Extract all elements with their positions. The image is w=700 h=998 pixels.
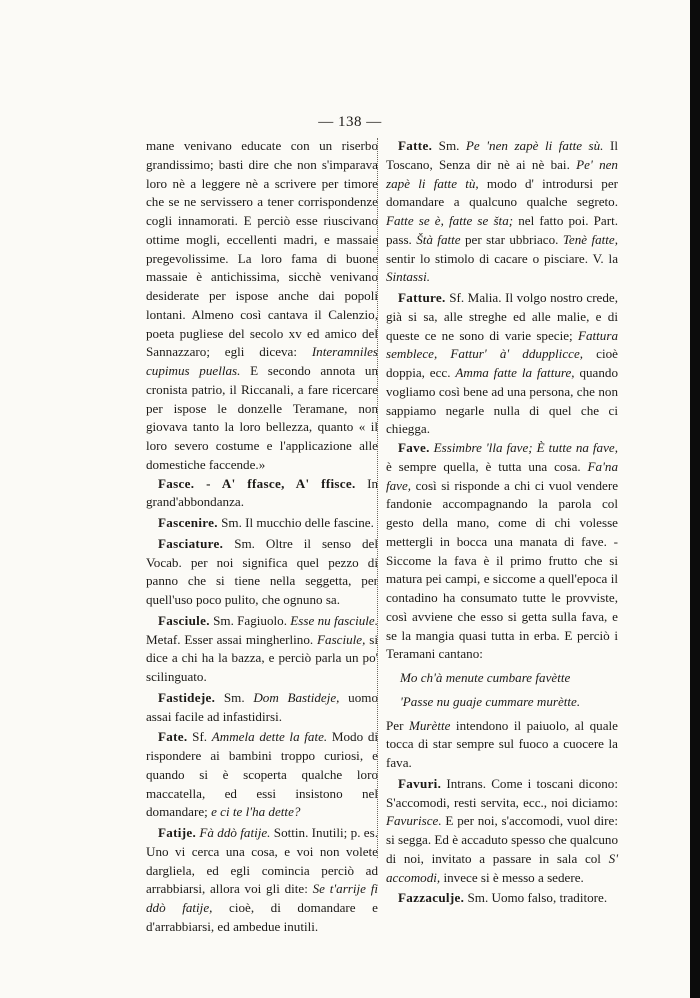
quote-fastideje: Dom Bastideje, — [253, 689, 340, 705]
def-fatte-6: sentir lo stimolo di cacare o pisciare. V. la — [386, 250, 618, 266]
def-fatte-2: Il Toscano, Senza dir nè ai nè bai. — [386, 138, 618, 172]
intro-end: E secondo annota un cronista patrio, il Riccanali, a fare ricercare per ispose le donzelle Teramane, non giovava tanto la loro bellezza, quanto « il loro severo costume e l'applicazione alle domestiche faccende.» — [146, 363, 379, 472]
def-fascenire: Sm. Il mucchio delle fascine. — [217, 515, 374, 530]
quote-fatije-1: Fà ddò fatije. — [196, 825, 271, 840]
def-fasciule-2: Metaf. Esser assai mingherlino. — [146, 631, 318, 647]
def-fave-3b: intendono il paiuolo, al quale tocca di star sempre sul fuoco a cuocere la fava. — [386, 717, 618, 770]
quote-fatture-2: Amma fatte la fatture, — [455, 365, 575, 380]
page-number: — 138 — — [318, 114, 382, 130]
entry-fazzaculje — [386, 889, 618, 908]
lemma-fatture: Fatture. — [398, 290, 446, 305]
page-edge — [690, 0, 700, 998]
quote-favuri-1: Favurisce. — [386, 813, 442, 829]
def-fatture-2: cioè doppia, ecc. — [386, 346, 618, 380]
entry-fatije — [146, 824, 378, 937]
lemma-fasciule: Fasciule. — [158, 612, 210, 628]
def-fatte-4: nel fatto poi. Part. pass. — [386, 213, 618, 247]
entry-fasciule — [146, 612, 378, 687]
quote-fatte-3: Fatte se è, fatte se šta; — [386, 213, 514, 228]
quote-fatte-6: Sintassi. — [386, 269, 431, 285]
def-fatture-1: Sf. Malia. Il volgo nostro crede, già si sa, alle streghe ed alle malie, e di queste ce ne sono di varie specie; — [386, 290, 618, 343]
left-column — [146, 137, 378, 937]
quote-fave-3: Murètte — [408, 717, 451, 733]
right-column — [386, 137, 618, 908]
quote-fatte-4: Štà fatte — [416, 231, 461, 247]
lemma-fatte: Fatte. — [398, 138, 433, 153]
def-fave-1: è sempre quella, è tutta una cosa. — [386, 458, 588, 474]
quote-fatte-2: Pe' nen zapè li fatte tù, — [386, 156, 618, 191]
quote-fasciule-2: Fasciule, — [317, 631, 366, 647]
def-favuri-3: invece si è messo a sedere. — [440, 869, 584, 885]
lemma-fasciature: Fasciature. — [158, 535, 224, 551]
lemma-favuri: Favuri. — [398, 775, 442, 791]
def-fave-2: così si risponde a chi ci vuol vendere fandonie accompagnando la parola col gesto della mano, come di chi volesse mettergli in bocca una manata di fave. - Siccome la fava è il primo frutto che si matura pei campi, e siccome a quell'epoca il contadino ha consumato tutte le provviste, così avviene che esso si getta sulla fava, e se la mangia quasi tutta in erba. E perciò i Teramani cantano: — [386, 477, 618, 662]
intro-paragraph — [146, 137, 378, 475]
entry-fate — [146, 728, 378, 822]
verse-line-1: Mo ch'à menute cumbare favètte — [400, 670, 571, 685]
lemma-fazzaculje: Fazzaculje. — [398, 890, 465, 906]
lemma-fatije: Fatije. — [158, 825, 197, 840]
quote-fasciule-1: Esse nu fasciule. — [290, 612, 378, 628]
entry-fasce — [146, 475, 378, 513]
def-fasciule-1: Sm. Fagiuolo. — [209, 612, 291, 628]
verse-line-2: 'Passe nu guaje cummare murètte. — [400, 693, 581, 709]
quote-fatte-5: Tenè fatte, — [562, 231, 618, 247]
quote-fatije-2: Se t'arrije fi ddò fatije, — [146, 881, 378, 915]
lemma-fastideje: Fastideje. — [158, 689, 216, 705]
def-fatture-3: quando vogliamo così bene ad una persona, che non sappiamo negarle nulla di quel che ci chiegga. — [386, 365, 618, 437]
def-fastideje-2: uomo assai facile ad infastidirsi. — [146, 689, 378, 724]
def-fasce: In grand'abbondanza. — [146, 475, 378, 510]
lemma-fave: Fave. — [398, 440, 430, 455]
fave-continuation — [386, 717, 618, 773]
quote-fave-1: Essimbre 'lla fave; È tutte na fave, — [429, 440, 618, 455]
quote-fave-2: Fa'na fave, — [386, 458, 618, 493]
quote-fatte-1: Pe 'nen zapè li fatte sù. — [465, 138, 604, 153]
entry-fave — [386, 439, 618, 664]
quote-favuri-2: S' accomodi, — [386, 850, 618, 885]
def-fasciule-3: si dice a chi ha la bazza, e perciò parla un po' scilinguato. — [146, 631, 378, 684]
def-fatije-1: Sottin. Inutili; p. es. Uno vi cerca una cosa, e voi non volete dargliela, ed egli comincia perciò ad arrabbiarsi, allora voi gli dite: — [146, 825, 378, 897]
quote-fatture-1: Fattura semblece, Fattur' à' ddupplicce, — [386, 327, 618, 362]
entry-fatte — [386, 137, 618, 287]
entry-fascenire — [146, 514, 378, 533]
def-fatije-2: cioè, di domandare e d'arrabbiarsi, ed ambedue inutili. — [146, 900, 378, 934]
intro-quote: Interamniles cupimus puellas. — [146, 344, 378, 378]
def-fatte-3: modo d' introdursi per domandare a qualcuno qualche segreto. — [386, 175, 618, 210]
def-fave-3a: Per — [386, 717, 409, 733]
intro-text: mane venivano educate con un riserbo grandissimo; basti dire che non s'imparava loro nè a leggere nè a scrivere per timore che se ne servissero a tener corrispondenze cogli innamorati. E perciò esse riuscivano ottime mogli, eccellenti madri, e massaie pregevolissime. La loro fama di buone massaie è antichissima, sicchè venivano desiderate per ispose anche dai popoli lontani. Almeno così cantava il Calenzio, poeta pugliese del secolo xv ed amico del Sannazzaro; egli diceva: — [146, 138, 378, 360]
def-favuri-1: Intrans. Come i toscani dicono: S'accomodi, resti servita, ecc., noi diciamo: — [386, 775, 618, 810]
entry-favuri — [386, 775, 618, 888]
entry-fasciature — [146, 535, 378, 610]
def-fate-1: Sf. — [187, 729, 212, 745]
lemma-fasce: Fasce. - A' ffasce, A' ffisce. — [158, 475, 356, 491]
entry-fastideje — [146, 689, 378, 727]
lemma-fate: Fate. — [158, 729, 188, 745]
def-fastideje-1: Sm. — [215, 689, 254, 705]
def-fatte-1: Sm. — [432, 138, 466, 153]
quote-fate-2: e ci te l'ha dette? — [211, 804, 301, 820]
def-fate-2: Modo di rispondere ai bambini troppo curiosi, e quando si è scoperta qualche loro maccatella, ed essi insistono nel domandare; — [146, 729, 379, 820]
def-fasciature: Sm. Oltre il senso del Vocab. per noi significa quel pezzo di panno che si tiene nella seggetta, per quell'uso poco pulito, che ognuno sa. — [146, 535, 378, 607]
lemma-fascenire: Fascenire. — [158, 515, 218, 530]
def-favuri-2: E per noi, s'accomodi, vuol dire: si segga. Ed è accaduto spesso che qualcuno di noi, invitato a passare in sala col — [386, 813, 618, 866]
def-fazzaculje: Sm. Uomo falso, traditore. — [464, 890, 608, 906]
column-divider — [377, 138, 378, 858]
quote-fate-1: Ammela dette la fate. — [211, 729, 328, 745]
entry-fatture — [386, 289, 618, 439]
def-fatte-5: per star ubbriaco. — [460, 231, 563, 247]
